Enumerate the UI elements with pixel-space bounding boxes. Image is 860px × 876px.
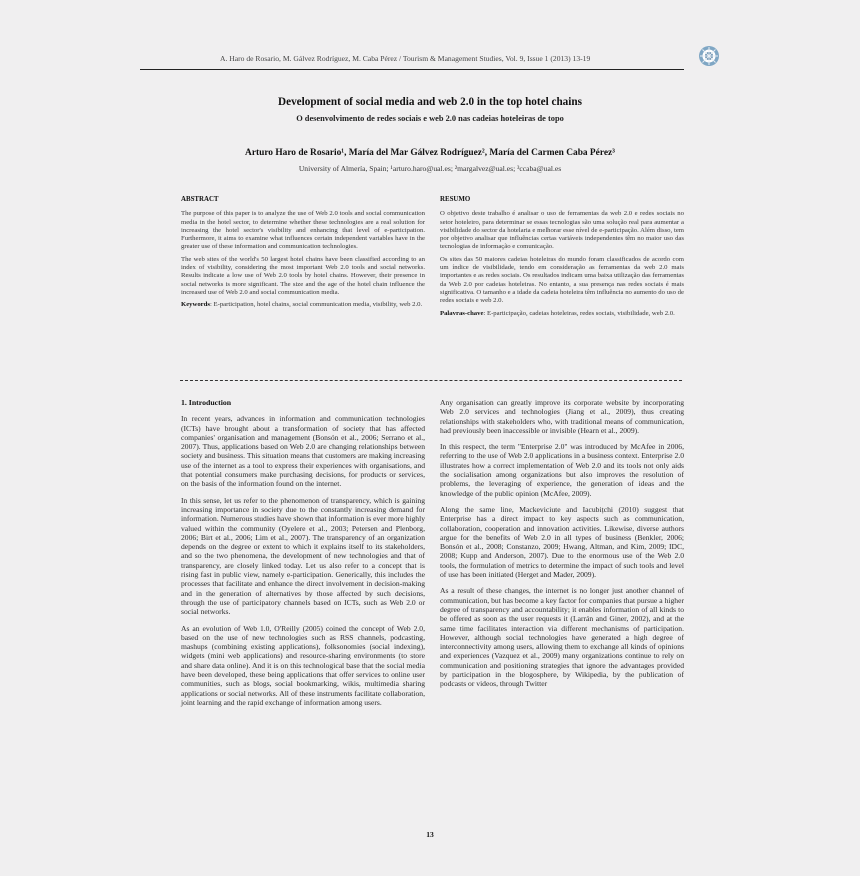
section-heading: 1. Introduction [181, 398, 232, 407]
resumo-keywords [440, 310, 684, 318]
header-rule [140, 69, 684, 70]
body-paragraph: In this respect, the term "Enterprise 2.0" was introduced by McAfee in 2006, referring to the use of Web 2.0 applications in a business context. Enterprise 2.0 illustrates how a correct implementation of Web 2.0 and its tools not only aids the socialisation among organizations but also improves the resolution of problems, the leveraging of experience, the generation of ideas and the knowledge of the public opinion (McAfee, 2009). [440, 442, 684, 498]
resumo-section [440, 196, 684, 322]
page-number: 13 [426, 830, 434, 839]
journal-logo-icon [698, 45, 720, 67]
body-column-right [440, 398, 684, 696]
section-divider [180, 380, 682, 381]
resumo-paragraph: O objetivo deste trabalho é analisar o uso de ferramentas da web 2.0 e redes sociais no setor hoteleiro, para determinar se essas tecnologias são uma solução real para aumentar a visibilidade do sector da hotelaria e melhorar esse nível de e-participação. Além disso, tem por objetivo analisar que influências certas variáveis independentes têm no maior uso das tecnologias de informação e comunicação. [440, 210, 684, 251]
body-paragraph: Along the same line, Mackeviciute and Iacubițchi (2010) suggest that Enterprise has a direct impact to key aspects such as communication, collaboration, cooperation and innovation activities. Likewise, diverse authors argue for the benefits of Web 2.0 in all types of business (Benkler, 2006; Bonsón et al., 2008; Constanzo, 2009; Hwang, Altman, and Kim, 2009; IDC, 2008; Kupp and Anderson, 2007). Due to the enormous use of the Web 2.0 tools, the formulation of metrics to determine the impact of such tools and level of use has been initiated (Herget and Mader, 2009). [440, 504, 684, 580]
keywords-text: : E-participation, hotel chains, social communication media, visibility, web 2.0. [209, 301, 423, 309]
running-head: A. Haro de Rosario, M. Gálvez Rodríguez, M. Caba Pérez / Tourism & Management Studies, Vol. 9, Issue 1 (2013) 13-19 [220, 54, 591, 63]
affiliation: University of Almería, Spain; ¹arturo.haro@ual.es; ²margalvez@ual.es; ³ccaba@ual.es [298, 164, 562, 173]
body-paragraph: As an evolution of Web 1.0, O'Reilly (2005) coined the concept of Web 2.0, based on the use of new technologies such as RSS channels, podcasting, mashups (combining existing applications), folksonomies (social indexing), widgets (mini web applications) and resource-sharing environments (to store and share data online). And it is on this technological base that the social media have been developed, these being applications that offer services to online user communities, such as blogs, social bookmarking, wikis, multimedia sharing applications or social networks. All of these instruments facilitate collaboration, joint learning and the rapid exchange of information among users. [181, 623, 425, 707]
palavras-chave-text: : E-participação, cadeias hoteleiras, redes sociais, visibilidade, web 2.0. [483, 309, 675, 317]
paper-title: Development of social media and web 2.0 in the top hotel chains [278, 96, 582, 108]
resumo-heading: RESUMO [440, 196, 471, 203]
keywords-label: Keywords [181, 301, 210, 309]
abstract-paragraph: The purpose of this paper is to analyze the use of Web 2.0 tools and social communication media in the hotel sector, to determine whether these technologies are a real solution for increasing the hotel sector's visibility and enhancing that level of e-participation. Furthermore, it aims to examine what influences certain independent variables have in the greater use of these information and communication technologies. [181, 210, 425, 251]
abstract-paragraph: The web sites of the world's 50 largest hotel chains have been classified according to an index of visibility, considering the most important Web 2.0 tools and social networks. Results indicate a low use of Web 2.0 tools by hotel chains. However, their presence in social networks is more significant. The size and the age of the hotel chain influence the increased use of Web 2.0 and social communication media. [181, 255, 425, 296]
paper-subtitle: O desenvolvimento de redes sociais e web 2.0 nas cadeias hoteleiras de topo [296, 114, 564, 123]
author-list: Arturo Haro de Rosario¹, María del Mar Gálvez Rodríguez², María del Carmen Caba Pérez³ [245, 148, 615, 158]
abstract-section [181, 196, 425, 314]
body-column-left [181, 398, 425, 714]
body-paragraph: As a result of these changes, the internet is no longer just another channel of communication, but has become a key factor for companies that pursue a higher degree of transparency and accountability; it enables information of all kinds to be offered as soon as the user requests it (Larrán and Giner, 2002), and at the same time facilitates interaction via different mechanisms of participation. However, although social technologies have generated a high degree of interconnectivity among users, allowing them to exchange all kinds of opinions and experiences (Vazquez et al., 2009) many organizations continue to rely on communication and positioning strategies that ignore the advantages provided by participation in the blogosphere, by Wikipedia, by the publication of podcasts or videos, through Twitter [440, 586, 684, 689]
palavras-chave-label: Palavras-chave [440, 309, 484, 317]
abstract-heading: ABSTRACT [181, 196, 219, 203]
body-paragraph: In this sense, let us refer to the phenomenon of transparency, which is gaining increasing importance in society due to the constantly increasing demand for information. Numerous studies have shown that information is ever more highly valued within the community (Oyelere et al., 2003; Petersen and Plenborg, 2006; Birt et al., 2006; Lim et al., 2007). The transparency of an organization depends on the degree or extent to which it explains itself to its stakeholders, and so the two phenomena, the development of new technologies and that of transparency, are closely linked today. Let us also refer to a concept that is rising fast in public view, namely e-participation. Generically, this includes the processes that facilitate and enhance the direct involvement in decision-making and in the generation of alternatives by those affected by such decisions, through the use of participatory channels based on ICTs, such as Web 2.0 or social networks. [181, 495, 426, 617]
body-paragraph: In recent years, advances in information and communication technologies (ICTs) have brought about a transformation of society that has affected companies' organisation and management (Bonsón et al., 2006; Serrano et al., 2007). Thus, applications based on Web 2.0 are changing relationships between society and business. This situation means that customers are making increasing use of the internet as a tool to express their experiences with organisations, and that potential consumers make purchasing decisions, for products or services, on the basis of the information found on the internet. [181, 414, 425, 489]
abstract-keywords [181, 301, 425, 309]
body-paragraph: Any organisation can greatly improve its corporate website by incorporating Web 2.0 services and technologies (Jiang et al., 2009), thus creating relationships with stakeholders who, with traditional means of communication, had previously been inaccessible or invisible (Hearn et al., 2009). [440, 398, 684, 435]
resumo-paragraph: Os sites das 50 maiores cadeias hoteleiras do mundo foram classificados de acordo com um índice de visibilidade, tendo em consideração as ferramentas da web 2.0 mais importantes e as redes sociais. Os resultados indicam uma baixa utilização das ferramentas da Web 2.0 por cadeias hoteleiras. No entanto, a sua presença nas redes sociais é mais significativa. O tamanho e a idade da cadeia hoteleira têm influência no aumento do uso de redes sociais e web 2.0. [440, 255, 684, 305]
